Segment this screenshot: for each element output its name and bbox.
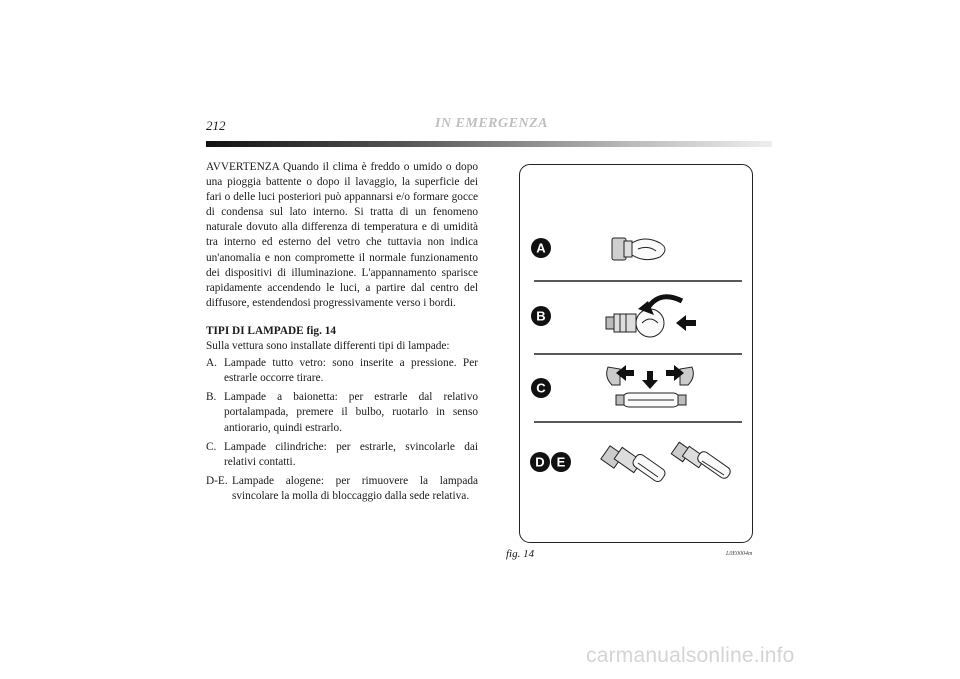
list-item — [206, 356, 478, 386]
list-item-text: Lampade alogene: per rimuovere la lampada svincolare la molla di bloccaggio dalla sede relativa. — [232, 474, 478, 502]
lamp-types-list — [206, 356, 478, 504]
svg-text:E: E — [556, 454, 566, 470]
watermark: carmanualsonline.info — [586, 644, 795, 667]
svg-text:C: C — [536, 380, 546, 396]
svg-text:B: B — [536, 308, 546, 324]
list-marker: D-E. — [206, 474, 228, 487]
svg-text:D: D — [535, 454, 545, 470]
label-d — [530, 452, 550, 472]
label-b — [531, 306, 551, 326]
all-glass-bulb-icon — [612, 238, 665, 260]
figure-code: L0E0004m — [726, 551, 753, 557]
list-marker: B. — [206, 391, 217, 404]
section-title: IN EMERGENZA — [435, 116, 548, 131]
halogen-bulb-e-icon — [671, 442, 732, 480]
list-item-text: Lampade a baionetta: per estrarle dal relativo portalampada, premere il bulbo, ruotarlo in senso antiorario, quindi estrarlo. — [224, 391, 478, 434]
label-c — [531, 378, 551, 398]
list-item — [206, 474, 478, 504]
text-column — [206, 160, 478, 508]
section-heading: TIPI DI LAMPADE fig. 14 — [206, 324, 337, 337]
lamp-illustration — [520, 165, 751, 541]
list-marker: A. — [206, 357, 217, 370]
halogen-bulb-d-icon — [601, 446, 667, 484]
list-marker: C. — [206, 440, 217, 453]
bayonet-bulb-icon — [606, 309, 664, 337]
warning-paragraph: AVVERTENZA Quando il clima è freddo o umido o dopo una pioggia battente o dopo il lavaggio, la superficie dei fari o delle luci posteriori può appannarsi e/o formare gocce di condensa sul lato interno. Si tratta di un fenomeno naturale dovuto alla differenza di temperatura e di umidità tra interno ed esterno del vetro che tuttavia non indica un'anomalia e non compromette il normale funzionamento dei dispositivi di illuminazione. L'appannamento sparisce rapidamente accendendo le luci, a partire dal centro del diffusore, estendendosi progressivamente verso i bordi. — [206, 161, 478, 309]
list-item — [206, 440, 478, 470]
header-rule — [206, 141, 772, 147]
label-e — [551, 452, 571, 472]
list-item-text: Lampade cilindriche: per estrarle, svincolarle dai relativi contatti. — [224, 440, 478, 468]
intro-paragraph: Sulla vettura sono installate differenti tipi di lampade: — [206, 340, 450, 353]
push-arrow-icon — [676, 315, 696, 331]
list-item — [206, 390, 478, 435]
label-a — [531, 238, 551, 258]
page-number: 212 — [206, 118, 226, 133]
figure-box — [519, 164, 753, 543]
svg-text:A: A — [536, 240, 546, 256]
list-item-text: Lampade tutto vetro: sono inserite a pressione. Per estrarle occorre tirare. — [224, 357, 478, 385]
figure-caption: fig. 14 — [506, 548, 535, 560]
release-arrow-icon — [616, 365, 684, 389]
